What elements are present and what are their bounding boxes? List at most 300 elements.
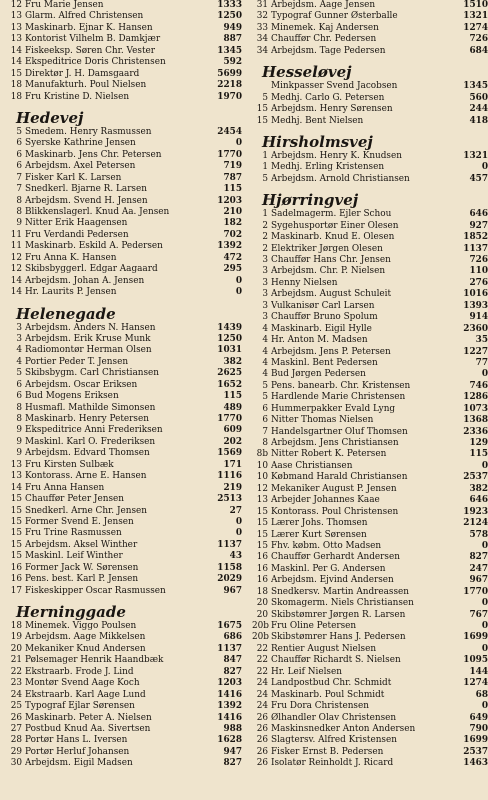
house-number: 18 [10, 621, 22, 631]
house-number: 7 [16, 172, 22, 183]
resident-name: Maskinarb. Eigil Hylle [271, 323, 372, 334]
street-heading: Hesseløvej [262, 63, 352, 82]
resident-name: Arbejdsm. Aage Jensen [271, 0, 376, 10]
income-value: 2124 [463, 518, 488, 529]
resident-row [6, 92, 242, 103]
street-heading: Hjørringvej [262, 191, 359, 210]
income-value: 1852 [463, 232, 488, 243]
house-number: 26 [256, 735, 268, 746]
resident-row [252, 11, 488, 22]
resident-name: Ekspeditrice Doris Christensen [25, 57, 166, 68]
house-number: 2 [262, 232, 268, 243]
income-value: 1031 [217, 345, 242, 356]
house-number: 3 [262, 277, 268, 288]
house-number: 24 [10, 689, 22, 700]
resident-name: Rentier August Nielsen [271, 643, 377, 654]
house-number: 22 [256, 655, 268, 666]
resident-row [6, 287, 242, 298]
resident-row [252, 621, 488, 632]
income-value: 276 [469, 277, 488, 288]
house-number: 15 [10, 551, 22, 562]
resident-row [252, 713, 488, 724]
income-value: 2360 [463, 323, 488, 334]
house-number: 12 [10, 0, 22, 10]
house-number: 3 [16, 333, 22, 344]
house-number: 5 [262, 380, 268, 391]
income-value: 1286 [463, 392, 488, 403]
resident-name: Hr. Laurits P. Jensen [25, 287, 117, 298]
resident-row [6, 161, 242, 172]
house-number: 18 [256, 586, 268, 597]
house-number: 9 [16, 436, 22, 447]
house-number: 34 [256, 34, 268, 45]
resident-name: Minkpasser Svend Jacobsen [271, 81, 398, 92]
house-number: 25 [10, 701, 22, 712]
income-value: 887 [223, 34, 242, 45]
income-value: 746 [469, 380, 488, 391]
resident-row [6, 357, 242, 368]
resident-name: Pens. banearb. Chr. Kristensen [271, 380, 411, 391]
income-value: 244 [469, 104, 488, 115]
income-value: 1274 [463, 22, 488, 33]
house-number: 15 [256, 518, 268, 529]
house-number: 2 [262, 243, 268, 254]
resident-row [252, 541, 488, 552]
resident-row [6, 264, 242, 275]
house-number: 4 [262, 335, 268, 346]
resident-name: Fisker Ernst B. Pedersen [271, 746, 384, 757]
income-value: 646 [469, 495, 488, 506]
resident-row [6, 230, 242, 241]
resident-name: Minemek. Viggo Poulsen [25, 621, 137, 631]
house-number: 13 [10, 22, 22, 33]
resident-row [6, 34, 242, 45]
resident-name: Chauffør Peter Jensen [25, 494, 124, 505]
house-number: 7 [262, 426, 268, 437]
income-value: 2029 [217, 574, 242, 585]
resident-row [252, 81, 488, 92]
income-value: 1675 [217, 621, 242, 631]
income-value: 2454 [217, 126, 242, 137]
house-number: 24 [256, 701, 268, 712]
house-number: 6 [262, 415, 268, 426]
resident-row [252, 392, 488, 403]
resident-name: Fhv. købm. Otto Madsen [271, 540, 382, 551]
income-value: 560 [469, 92, 488, 103]
resident-row [6, 460, 242, 471]
resident-row [6, 380, 242, 391]
income-value: 1699 [463, 632, 488, 643]
resident-row [252, 438, 488, 449]
resident-name: Fru Oline Petersen [271, 621, 357, 631]
resident-name: Minemek. Kaj Andersen [271, 22, 379, 33]
income-value: 2218 [217, 80, 242, 91]
resident-name: Handelsgartner Oluf Thomsen [271, 426, 408, 437]
resident-row [252, 747, 488, 758]
resident-name: Maskinarb. Peter A. Nielsen [25, 712, 152, 723]
house-number: 16 [256, 563, 268, 574]
income-value: 726 [469, 34, 488, 45]
house-number: 4 [262, 323, 268, 334]
resident-name: Medhj. Bent Nielsen [271, 115, 364, 126]
resident-row [252, 404, 488, 415]
income-value: 1392 [217, 241, 242, 252]
resident-name: Maskinarb. Ejnar K. Hansen [25, 22, 153, 33]
resident-name: Nitter Erik Haagensen [25, 218, 128, 229]
house-number: 4 [16, 345, 22, 356]
resident-row [6, 632, 242, 643]
resident-name: Pens. best. Karl P. Jensen [25, 574, 139, 585]
resident-name: Kontorass. Arne E. Hansen [25, 471, 147, 482]
house-number: 8 [16, 207, 22, 217]
resident-name: Arbejder Johannes Kaae [271, 495, 380, 506]
resident-name: Skibstømrer Jørgen R. Larsen [271, 609, 406, 620]
income-value: 1116 [217, 471, 242, 482]
income-value: 1345 [217, 45, 242, 56]
resident-row [6, 23, 242, 34]
house-number: 2 [262, 220, 268, 231]
income-value: 1274 [463, 678, 488, 689]
income-value: 1923 [463, 506, 488, 517]
resident-row [252, 735, 488, 746]
income-value: 0 [481, 369, 488, 380]
income-value: 686 [223, 632, 242, 643]
resident-row [252, 23, 488, 34]
resident-row [252, 104, 488, 115]
income-value: 1227 [463, 346, 488, 357]
resident-row [252, 461, 488, 472]
income-value: 790 [469, 723, 488, 734]
income-value: 5699 [217, 68, 242, 79]
income-value: 967 [223, 585, 242, 596]
resident-name: Lærer Johs. Thomsen [271, 518, 368, 529]
resident-row [6, 425, 242, 436]
resident-name: Lærer Kurt Sørensen [271, 529, 367, 540]
income-value: 2537 [463, 472, 488, 483]
resident-row [252, 575, 488, 586]
house-number: 9 [16, 218, 22, 229]
house-number: 4 [16, 356, 22, 367]
resident-row [6, 724, 242, 735]
income-value: 0 [481, 598, 488, 609]
resident-row [6, 735, 242, 746]
house-number: 4 [262, 369, 268, 380]
house-number: 26 [256, 758, 268, 769]
income-value: 1770 [463, 586, 488, 597]
income-value: 1770 [217, 414, 242, 424]
resident-row [252, 678, 488, 689]
resident-row [252, 358, 488, 369]
house-number: 3 [262, 312, 268, 323]
income-value: 43 [229, 551, 242, 562]
resident-row [6, 701, 242, 712]
house-number: 6 [16, 391, 22, 402]
house-number: 3 [262, 300, 268, 311]
house-number: 10 [256, 460, 268, 471]
resident-name: Kontorist Vilhelm B. Damkjær [25, 34, 161, 45]
house-number: 5 [262, 392, 268, 403]
income-value: 1321 [463, 11, 488, 22]
income-value: 1970 [217, 91, 242, 102]
house-number: 15 [256, 115, 268, 126]
resident-row [6, 391, 242, 402]
resident-name: Landpostbud Chr. Schmidt [271, 678, 392, 689]
income-value: 1137 [463, 243, 488, 254]
house-number: 28 [10, 735, 22, 746]
resident-name: Arbejdsm. Arnold Christiansen [271, 173, 410, 184]
income-value: 719 [223, 161, 242, 172]
income-value: 1321 [463, 150, 488, 161]
resident-name: Aase Christiansen [271, 460, 353, 471]
income-value: 1652 [217, 379, 242, 390]
income-value: 382 [223, 356, 242, 367]
resident-row [6, 196, 242, 207]
resident-row [6, 713, 242, 724]
resident-name: Fisker Karl K. Larsen [25, 172, 122, 183]
resident-name: Snedkerl. Arne Chr. Jensen [25, 505, 147, 516]
income-value: 0 [235, 528, 242, 539]
house-number: 24 [256, 689, 268, 700]
resident-row [6, 678, 242, 689]
resident-name: Maskinarb. Jens Chr. Petersen [25, 149, 162, 160]
income-value: 847 [223, 655, 242, 666]
house-number: 11 [10, 229, 22, 240]
resident-row [6, 403, 242, 414]
income-value: 1770 [217, 149, 242, 160]
resident-name: Maskinarb. Poul Schmidt [271, 689, 385, 700]
income-value: 1250 [217, 11, 242, 22]
house-number: 13 [10, 471, 22, 482]
house-number: 18 [10, 91, 22, 102]
resident-row [6, 345, 242, 356]
resident-row [6, 540, 242, 551]
income-value: 110 [469, 266, 488, 277]
resident-row [6, 586, 242, 597]
resident-row [252, 278, 488, 289]
resident-name: Fru Anna Hansen [25, 482, 105, 493]
resident-name: Arbejdsm. Jens P. Petersen [271, 346, 391, 357]
house-number: 15 [10, 68, 22, 79]
resident-row [252, 255, 488, 266]
resident-row [252, 46, 488, 57]
house-number: 26 [256, 712, 268, 723]
income-value: 702 [223, 229, 242, 240]
resident-row [252, 587, 488, 598]
income-value: 827 [223, 666, 242, 677]
resident-name: Maskinl. Bent Pedersen [271, 357, 378, 368]
resident-row [252, 427, 488, 438]
resident-name: Hr. Leif Nielsen [271, 666, 342, 677]
income-value: 949 [223, 22, 242, 33]
house-number: 16 [256, 575, 268, 586]
house-number: 26 [256, 723, 268, 734]
resident-name: Maskinarb. Knud E. Olesen [271, 232, 395, 243]
resident-row [6, 655, 242, 666]
resident-row [252, 449, 488, 460]
income-value: 947 [223, 746, 242, 757]
house-number: 6 [16, 138, 22, 149]
street-heading: Herninggade [16, 603, 126, 621]
resident-name: Chauffør Gerhardt Andersen [271, 552, 400, 563]
resident-name: Chauffør Bruno Spolum [271, 312, 378, 323]
income-value: 1416 [217, 689, 242, 700]
income-value: 1699 [463, 735, 488, 746]
income-value: 1137 [217, 539, 242, 550]
resident-row [6, 150, 242, 161]
right-column [252, 0, 488, 770]
house-number: 5 [16, 126, 22, 137]
income-value: 202 [223, 436, 242, 447]
resident-name: Mekaniker August P. Jensen [271, 483, 397, 494]
house-number: 15 [256, 540, 268, 551]
resident-row [6, 437, 242, 448]
income-value: 457 [469, 173, 488, 184]
income-value: 592 [223, 57, 242, 68]
house-number: 20b [252, 621, 269, 631]
income-value: 0 [481, 701, 488, 712]
resident-name: Sygehusportør Einer Olesen [271, 220, 399, 231]
income-value: 0 [481, 460, 488, 471]
resident-name: Manufakturh. Poul Nielsen [25, 80, 147, 91]
house-number: 16 [10, 574, 22, 585]
resident-name: Arbejdsm. Anders N. Hansen [25, 322, 156, 333]
resident-name: Maskinsnedker Anton Andersen [271, 723, 416, 734]
resident-name: Mekaniker Knud Andersen [25, 643, 146, 654]
resident-row [252, 174, 488, 185]
house-number: 3 [16, 322, 22, 333]
house-number: 3 [262, 266, 268, 277]
resident-name: Medhj. Erling Kristensen [271, 162, 385, 173]
house-number: 8 [16, 195, 22, 206]
resident-name: Typograf Ejlar Sørensen [25, 701, 135, 712]
resident-name: Arbejdsm. August Schuleit [271, 289, 392, 300]
resident-name: Medhj. Carlo G. Petersen [271, 92, 385, 103]
house-number: 14 [10, 275, 22, 286]
resident-row [252, 209, 488, 220]
house-number: 15 [256, 104, 268, 115]
resident-name: Fru Dora Christensen [271, 701, 369, 712]
resident-name: Sadelmagerm. Ejler Schou [271, 209, 392, 220]
house-number: 34 [256, 45, 268, 56]
resident-row [6, 690, 242, 701]
income-value: 684 [469, 45, 488, 56]
house-number: 13 [256, 495, 268, 506]
resident-name: Pølsemager Henrik Haandbæk [25, 655, 164, 666]
house-number: 4 [262, 346, 268, 357]
income-value: 1203 [217, 678, 242, 689]
income-value: 1463 [463, 758, 488, 769]
house-number: 9 [16, 448, 22, 459]
resident-name: Radiomontør Herman Olsen [25, 345, 152, 356]
resident-name: Skibsbygm. Carl Christiansen [25, 368, 160, 379]
house-number: 1 [262, 162, 268, 173]
income-value: 35 [475, 335, 488, 346]
income-value: 0 [235, 516, 242, 527]
house-number: 13 [10, 11, 22, 22]
resident-name: Skomagerm. Niels Christiansen [271, 598, 414, 609]
income-value: 1439 [217, 322, 242, 333]
income-value: 115 [223, 184, 242, 195]
resident-name: Arbejdsm. Ejvind Andersen [271, 575, 394, 586]
house-number: 21 [10, 655, 22, 666]
house-number: 31 [256, 0, 268, 10]
resident-name: Former Jack W. Sørensen [25, 562, 139, 573]
income-value: 115 [223, 391, 242, 402]
house-number: 14 [10, 287, 22, 298]
resident-row [252, 381, 488, 392]
resident-name: Maskinarb. Eskild A. Pedersen [25, 241, 163, 252]
income-value: 827 [469, 552, 488, 563]
income-value: 927 [469, 220, 488, 231]
street-heading: Hedevej [16, 108, 84, 127]
resident-name: Chauffør Chr. Pedersen [271, 34, 377, 45]
resident-name: Arbejdsm. Henry K. Knudsen [271, 150, 402, 161]
resident-row [252, 518, 488, 529]
resident-row [252, 484, 488, 495]
resident-name: Skibsbyggerl. Edgar Aagaard [25, 264, 158, 275]
resident-name: Fiskeskipper Oscar Rasmussen [25, 585, 166, 596]
resident-name: Arbejdsm. Axel Petersen [25, 161, 136, 172]
house-number: 15 [10, 528, 22, 539]
income-value: 1393 [463, 300, 488, 311]
income-value: 144 [469, 666, 488, 677]
resident-name: Fru Verdandi Pedersen [25, 229, 129, 240]
resident-row [252, 266, 488, 277]
income-value: 247 [469, 563, 488, 574]
house-number: 15 [256, 506, 268, 517]
income-value: 219 [223, 482, 242, 493]
income-value: 609 [223, 425, 242, 436]
resident-name: Typograf Gunner Østerballe [271, 11, 398, 22]
house-number: 8 [262, 438, 268, 448]
income-value: 1016 [463, 289, 488, 300]
resident-row [252, 598, 488, 609]
resident-name: Arbejdsm. Johan A. Jensen [25, 275, 145, 286]
resident-name: Fru Trine Rasmussen [25, 528, 122, 539]
resident-row [6, 11, 242, 22]
resident-name: Chauffør Hans Chr. Jensen [271, 255, 391, 265]
income-value: 2537 [463, 746, 488, 757]
income-value: 1569 [217, 448, 242, 459]
income-value: 1416 [217, 712, 242, 723]
resident-row [6, 368, 242, 379]
resident-name: Snedkerl. Bjarne R. Larsen [25, 184, 147, 195]
income-value: 914 [469, 312, 488, 323]
house-number: 20b [252, 632, 269, 643]
resident-row [6, 574, 242, 585]
house-number: 19 [10, 632, 22, 643]
house-number: 1 [262, 209, 268, 220]
resident-row [6, 80, 242, 91]
resident-row [252, 0, 488, 11]
income-value: 171 [223, 459, 242, 470]
income-value: 0 [481, 643, 488, 654]
income-value: 1250 [217, 333, 242, 344]
resident-row [6, 184, 242, 195]
resident-row [252, 324, 488, 335]
resident-row [252, 758, 488, 769]
resident-row [6, 127, 242, 138]
house-number: 10 [256, 472, 268, 483]
resident-row [6, 334, 242, 345]
resident-name: Arbejdsm. Eigil Madsen [25, 758, 133, 769]
resident-row [252, 644, 488, 655]
house-number: 16 [256, 552, 268, 563]
house-number: 12 [10, 264, 22, 275]
house-number: 5 [262, 92, 268, 103]
house-number: 26 [10, 712, 22, 723]
house-number: 13 [10, 459, 22, 470]
